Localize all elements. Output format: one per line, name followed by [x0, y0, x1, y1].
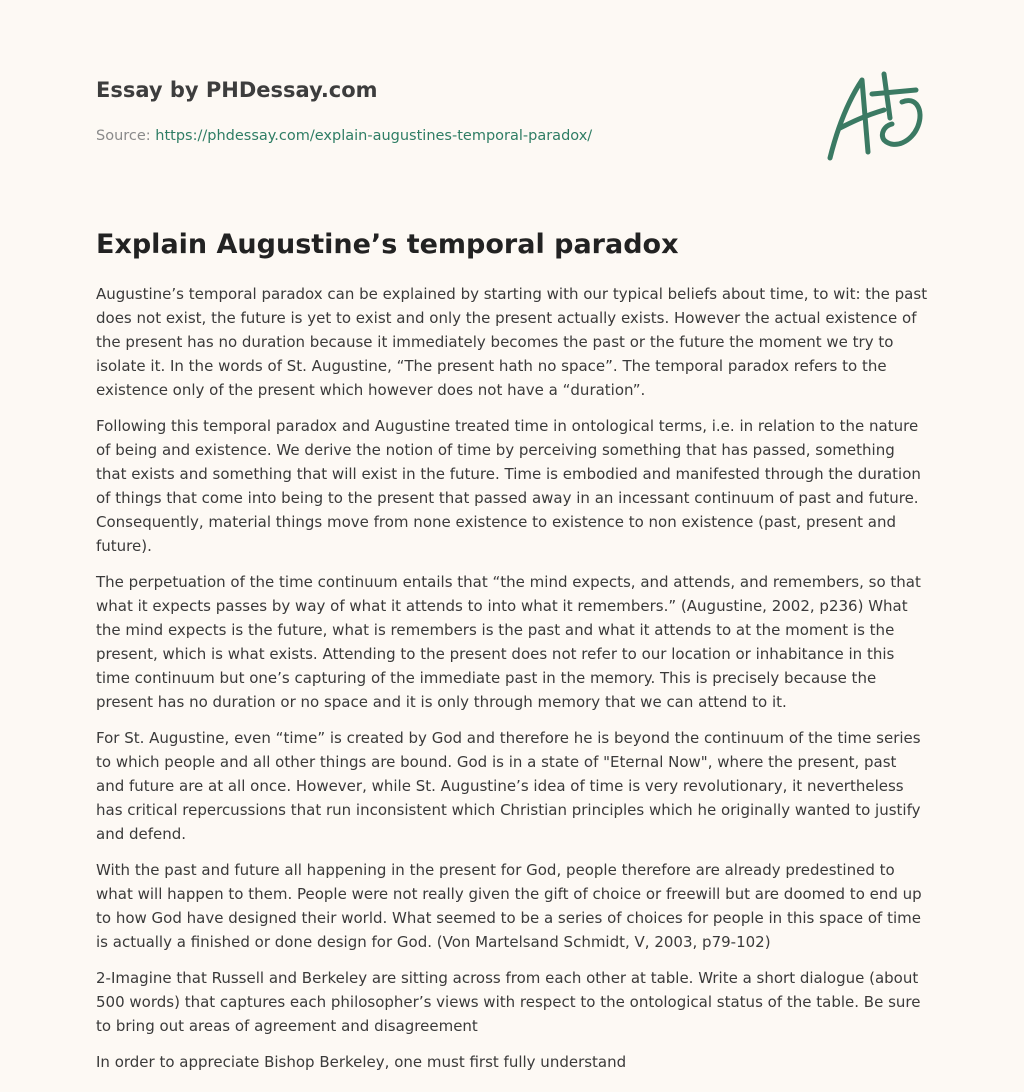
- essay-paragraph: 2-Imagine that Russell and Berkeley are sitting across from each other at table. Write a short dialogue (about 500 words) that captures each philosopher’s views with respect to the ontological status of the table. Be sure to bring out areas of agreement and disagreement: [96, 969, 921, 1035]
- source-link[interactable]: https://phdessay.com/explain-augustines-temporal-paradox/: [155, 128, 593, 144]
- essay-paragraph: The perpetuation of the time continuum entails that “the mind expects, and attends, and remembers, so that what it expects passes by way of what it attends to into what it remembers.” (Augustine, 2002, p236) What the mind expects is the future, what is remembers is the past and what it attends to at the moment is the present, which is what exists. Attending to the present does not refer to our location or inhabitance in this time continuum but one’s capturing of the immediate past in the memory. This is precisely because the present has no duration or no space and it is only through memory that we can attend to it.: [96, 573, 921, 711]
- essay-title: Explain Augustine’s temporal paradox: [96, 229, 679, 260]
- site-title: Essay by PHDessay.com: [96, 78, 378, 102]
- a-plus-logo-icon: [822, 66, 932, 166]
- source-label: Source:: [96, 128, 151, 144]
- page-header: [96, 76, 796, 146]
- essay-paragraph: With the past and future all happening in the present for God, people therefore are already predestined to what will happen to them. People were not really given the gift of choice or freewill but are doomed to end up to how God have designed their world. What seemed to be a series of choices for people in this space of time is actually a finished or done design for God. (Von Martelsand Schmidt, V, 2003, p79-102): [96, 861, 922, 951]
- essay-paragraph: For St. Augustine, even “time” is created by God and therefore he is beyond the continuum of the time series to which people and all other things are bound. God is in a state of "Eternal Now", where the present, past and future are at all once. However, while St. Augustine’s idea of time is very revolutionary, it nevertheless has critical repercussions that run inconsistent which Christian principles which he originally wanted to justify and defend.: [96, 729, 921, 843]
- source-line: [96, 126, 796, 146]
- essay-content: [96, 226, 928, 1086]
- essay-paragraph: Following this temporal paradox and Augustine treated time in ontological terms, i.e. in relation to the nature of being and existence. We derive the notion of time by perceiving something that has passed, something that exists and something that will exist in the future. Time is embodied and manifested through the duration of things that come into being to the present that passed away in an incessant continuum of past and future. Consequently, material things move from none existence to existence to non existence (past, present and future).: [96, 417, 921, 555]
- essay-paragraph: Augustine’s temporal paradox can be explained by starting with our typical beliefs about time, to wit: the past does not exist, the future is yet to exist and only the present actually exists. However the actual existence of the present has no duration because it immediately becomes the past or the future the moment we try to isolate it. In the words of St. Augustine, “The present hath no space”. The temporal paradox refers to the existence only of the present which however does not have a “duration”.: [96, 285, 928, 399]
- essay-paragraph: In order to appreciate Bishop Berkeley, one must first fully understand: [96, 1053, 627, 1071]
